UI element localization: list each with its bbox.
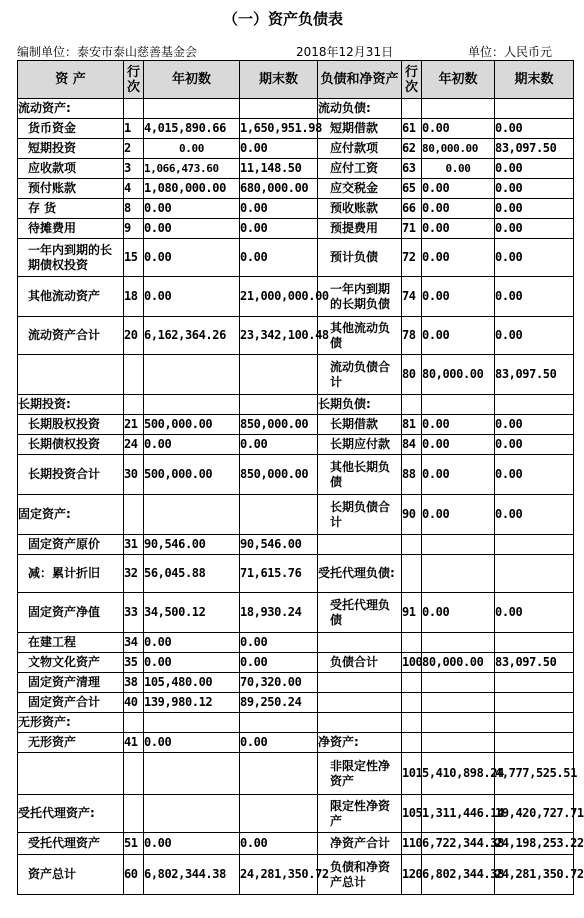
asset-line-cell: 8 [124, 199, 144, 219]
table-row [18, 99, 574, 119]
liability-line-cell: 71 [402, 219, 422, 239]
liability-begin-cell: 80,000.00 [422, 355, 495, 395]
liability-begin-cell [422, 535, 495, 555]
asset-line-cell: 21 [124, 415, 144, 435]
liability-name-cell [318, 713, 402, 733]
liability-line-cell: 61 [402, 119, 422, 139]
asset-end-cell: 0.00 [240, 435, 318, 455]
asset-begin-cell: 1,066,473.60 [144, 159, 240, 179]
liability-name-cell: 长期借款 [318, 415, 402, 435]
asset-name-cell: 长期股权投资 [18, 415, 124, 435]
asset-name-cell: 固定资产清理 [18, 673, 124, 693]
liability-begin-cell [422, 733, 495, 753]
liability-end-cell: 0.00 [495, 455, 574, 495]
liability-end-cell: 4,777,525.51 [495, 753, 574, 795]
header-row [18, 61, 574, 99]
asset-name-cell: 长期债权投资 [18, 435, 124, 455]
liability-begin-cell: 0.00 [422, 179, 495, 199]
liability-end-cell: 0.00 [495, 435, 574, 455]
liability-end-cell [495, 555, 574, 593]
asset-end-cell: 0.00 [240, 239, 318, 277]
liability-line-cell [402, 535, 422, 555]
asset-name-cell [18, 753, 124, 795]
liability-name-cell: 负债和净资产总计 [318, 855, 402, 895]
asset-line-cell: 34 [124, 633, 144, 653]
asset-name-cell: 长期投资: [18, 395, 124, 415]
liability-line-cell: 62 [402, 139, 422, 159]
liability-name-cell [318, 673, 402, 693]
asset-line-cell: 51 [124, 833, 144, 855]
asset-name-cell: 待摊费用 [18, 219, 124, 239]
liability-end-cell: 0.00 [495, 415, 574, 435]
liability-end-cell: 83,097.50 [495, 653, 574, 673]
liability-begin-cell: 0.00 [422, 455, 495, 495]
asset-end-cell: 850,000.00 [240, 455, 318, 495]
asset-begin-cell: 34,500.12 [144, 593, 240, 633]
asset-line-cell: 30 [124, 455, 144, 495]
table-row [18, 355, 574, 395]
asset-line-cell [124, 355, 144, 395]
liability-name-cell: 流动负债合计 [318, 355, 402, 395]
table-row [18, 733, 574, 753]
liability-end-cell [495, 535, 574, 555]
liability-line-cell: 105 [402, 795, 422, 833]
table-row [18, 179, 574, 199]
liability-name-cell: 净资产: [318, 733, 402, 753]
liability-name-cell: 一年内到期的长期负债 [318, 277, 402, 317]
asset-line-cell: 41 [124, 733, 144, 753]
liability-end-cell: 0.00 [495, 219, 574, 239]
asset-end-cell [240, 395, 318, 415]
asset-end-cell: 11,148.50 [240, 159, 318, 179]
asset-line-cell: 32 [124, 555, 144, 593]
liability-begin-cell [422, 693, 495, 713]
table-row [18, 855, 574, 895]
asset-name-cell: 受托代理资产: [18, 795, 124, 833]
asset-line-cell: 1 [124, 119, 144, 139]
asset-begin-cell: 0.00 [144, 833, 240, 855]
asset-end-cell [240, 355, 318, 395]
asset-name-cell: 无形资产: [18, 713, 124, 733]
asset-name-cell: 固定资产合计 [18, 693, 124, 713]
asset-begin-cell [144, 713, 240, 733]
asset-line-cell: 35 [124, 653, 144, 673]
asset-line-cell: 15 [124, 239, 144, 277]
liability-end-cell: 19,420,727.71 [495, 795, 574, 833]
liability-name-cell [318, 535, 402, 555]
liability-name-cell: 短期借款 [318, 119, 402, 139]
report-title: （一）资产负债表 [222, 10, 343, 28]
liability-name-cell: 长期负债合计 [318, 495, 402, 535]
currency-unit: 单位：人民币元 [468, 45, 553, 59]
liability-name-cell: 净资产合计 [318, 833, 402, 855]
liability-end-cell: 0.00 [495, 495, 574, 535]
asset-line-cell [124, 795, 144, 833]
liability-begin-cell [422, 99, 495, 119]
asset-begin-cell [144, 795, 240, 833]
liability-line-cell: 74 [402, 277, 422, 317]
liability-begin-cell: 0.00 [422, 159, 495, 179]
liability-end-cell: 0.00 [495, 159, 574, 179]
asset-end-cell [240, 753, 318, 795]
liability-line-cell [402, 733, 422, 753]
table-row [18, 139, 574, 159]
liability-name-cell: 预收账款 [318, 199, 402, 219]
liability-name-cell [318, 633, 402, 653]
asset-name-cell: 存 货 [18, 199, 124, 219]
asset-begin-cell: 1,080,000.00 [144, 179, 240, 199]
asset-end-cell: 90,546.00 [240, 535, 318, 555]
liability-line-cell: 81 [402, 415, 422, 435]
table-row [18, 239, 574, 277]
table-row [18, 673, 574, 693]
liability-name-cell: 预提费用 [318, 219, 402, 239]
table-row [18, 219, 574, 239]
liability-line-cell: 66 [402, 199, 422, 219]
liability-begin-cell: 0.00 [422, 593, 495, 633]
report-date: 2018年12月31日 [296, 45, 394, 59]
liability-line-cell: 78 [402, 317, 422, 355]
table-row [18, 395, 574, 415]
liability-name-cell: 限定性净资产 [318, 795, 402, 833]
asset-name-cell: 流动资产: [18, 99, 124, 119]
table-row [18, 317, 574, 355]
asset-end-cell [240, 713, 318, 733]
liability-line-cell: 110 [402, 833, 422, 855]
asset-begin-cell: 0.00 [144, 653, 240, 673]
asset-line-cell: 40 [124, 693, 144, 713]
liability-line-cell: 90 [402, 495, 422, 535]
header-line-no: 行次 [124, 61, 144, 99]
asset-name-cell [18, 355, 124, 395]
asset-end-cell [240, 99, 318, 119]
asset-begin-cell: 500,000.00 [144, 455, 240, 495]
liability-name-cell [318, 693, 402, 713]
liability-end-cell: 0.00 [495, 179, 574, 199]
liability-begin-cell: 0.00 [422, 239, 495, 277]
asset-name-cell: 应收款项 [18, 159, 124, 179]
table-row [18, 455, 574, 495]
asset-name-cell: 减：累计折旧 [18, 555, 124, 593]
liability-begin-cell [422, 633, 495, 653]
liability-begin-cell: 0.00 [422, 317, 495, 355]
liability-begin-cell: 6,722,344.38 [422, 833, 495, 855]
asset-begin-cell: 6,802,344.38 [144, 855, 240, 895]
liability-begin-cell: 0.00 [422, 415, 495, 435]
asset-name-cell: 固定资产净值 [18, 593, 124, 633]
asset-end-cell: 680,000.00 [240, 179, 318, 199]
asset-end-cell: 0.00 [240, 653, 318, 673]
table-row [18, 435, 574, 455]
liability-end-cell: 83,097.50 [495, 139, 574, 159]
asset-line-cell: 2 [124, 139, 144, 159]
asset-end-cell: 18,930.24 [240, 593, 318, 633]
liability-end-cell: 0.00 [495, 239, 574, 277]
asset-begin-cell: 0.00 [144, 633, 240, 653]
asset-begin-cell: 0.00 [144, 239, 240, 277]
organization-label: 编制单位：泰安市泰山慈善基金会 [17, 45, 198, 59]
asset-end-cell: 0.00 [240, 833, 318, 855]
table-row [18, 277, 574, 317]
liability-line-cell [402, 633, 422, 653]
liability-begin-cell [422, 713, 495, 733]
asset-end-cell: 23,342,100.48 [240, 317, 318, 355]
liability-name-cell: 应付款项 [318, 139, 402, 159]
header-line-no-2: 行次 [402, 61, 422, 99]
asset-end-cell: 0.00 [240, 199, 318, 219]
liability-line-cell: 72 [402, 239, 422, 277]
asset-name-cell: 固定资产: [18, 495, 124, 535]
asset-begin-cell [144, 355, 240, 395]
asset-name-cell: 无形资产 [18, 733, 124, 753]
liability-name-cell: 预计负债 [318, 239, 402, 277]
liability-name-cell: 受托代理负债 [318, 593, 402, 633]
liability-end-cell: 0.00 [495, 119, 574, 139]
table-row [18, 199, 574, 219]
liability-name-cell: 受托代理负债: [318, 555, 402, 593]
liability-end-cell: 24,281,350.72 [495, 855, 574, 895]
table-row [18, 633, 574, 653]
asset-begin-cell: 6,162,364.26 [144, 317, 240, 355]
liability-line-cell: 63 [402, 159, 422, 179]
asset-name-cell: 资产总计 [18, 855, 124, 895]
liability-line-cell: 101 [402, 753, 422, 795]
table-row [18, 495, 574, 535]
asset-begin-cell [144, 753, 240, 795]
header-beginning: 年初数 [144, 61, 240, 99]
asset-name-cell: 预付账款 [18, 179, 124, 199]
liability-end-cell: 0.00 [495, 277, 574, 317]
asset-end-cell: 24,281,350.72 [240, 855, 318, 895]
asset-line-cell: 18 [124, 277, 144, 317]
header-ending-2: 期末数 [495, 61, 574, 99]
liability-name-cell: 长期负债: [318, 395, 402, 415]
asset-line-cell: 20 [124, 317, 144, 355]
liability-end-cell: 24,198,253.22 [495, 833, 574, 855]
asset-begin-cell: 0.00 [144, 139, 240, 159]
liability-line-cell: 91 [402, 593, 422, 633]
liability-begin-cell [422, 555, 495, 593]
liability-name-cell: 应交税金 [318, 179, 402, 199]
asset-begin-cell [144, 99, 240, 119]
liability-line-cell: 88 [402, 455, 422, 495]
liability-end-cell: 0.00 [495, 593, 574, 633]
asset-end-cell: 21,000,000.00 [240, 277, 318, 317]
asset-begin-cell: 0.00 [144, 219, 240, 239]
liability-begin-cell: 1,311,446.14 [422, 795, 495, 833]
table-row [18, 555, 574, 593]
liability-end-cell [495, 693, 574, 713]
asset-line-cell [124, 753, 144, 795]
liability-line-cell [402, 555, 422, 593]
asset-line-cell: 24 [124, 435, 144, 455]
liability-name-cell: 负债合计 [318, 653, 402, 673]
liability-line-cell [402, 99, 422, 119]
asset-begin-cell [144, 495, 240, 535]
liability-begin-cell: 0.00 [422, 435, 495, 455]
asset-line-cell [124, 495, 144, 535]
table-row [18, 713, 574, 733]
liability-line-cell [402, 713, 422, 733]
asset-name-cell: 长期投资合计 [18, 455, 124, 495]
asset-line-cell [124, 99, 144, 119]
asset-line-cell: 9 [124, 219, 144, 239]
liability-begin-cell: 80,000.00 [422, 139, 495, 159]
header-assets: 资 产 [18, 61, 124, 99]
liability-begin-cell: 6,802,344.38 [422, 855, 495, 895]
asset-begin-cell: 139,980.12 [144, 693, 240, 713]
asset-begin-cell: 0.00 [144, 199, 240, 219]
asset-end-cell: 70,320.00 [240, 673, 318, 693]
asset-end-cell: 0.00 [240, 633, 318, 653]
liability-begin-cell: 0.00 [422, 495, 495, 535]
table-row [18, 159, 574, 179]
liability-name-cell: 其他长期负债 [318, 455, 402, 495]
table-row [18, 833, 574, 855]
liability-begin-cell: 5,410,898.24 [422, 753, 495, 795]
liability-end-cell: 0.00 [495, 199, 574, 219]
liability-begin-cell: 0.00 [422, 219, 495, 239]
asset-begin-cell [144, 395, 240, 415]
asset-line-cell: 38 [124, 673, 144, 693]
liability-line-cell: 100 [402, 653, 422, 673]
asset-begin-cell: 90,546.00 [144, 535, 240, 555]
asset-line-cell: 33 [124, 593, 144, 633]
liability-line-cell: 84 [402, 435, 422, 455]
asset-end-cell [240, 495, 318, 535]
liability-line-cell: 80 [402, 355, 422, 395]
asset-line-cell: 3 [124, 159, 144, 179]
asset-end-cell: 71,615.76 [240, 555, 318, 593]
liability-name-cell: 应付工资 [318, 159, 402, 179]
asset-name-cell: 在建工程 [18, 633, 124, 653]
asset-line-cell [124, 713, 144, 733]
liability-line-cell: 65 [402, 179, 422, 199]
table-row [18, 415, 574, 435]
liability-end-cell [495, 633, 574, 653]
liability-begin-cell: 0.00 [422, 119, 495, 139]
asset-line-cell [124, 395, 144, 415]
asset-end-cell: 0.00 [240, 219, 318, 239]
asset-name-cell: 文物文化资产 [18, 653, 124, 673]
liability-begin-cell [422, 395, 495, 415]
asset-begin-cell: 56,045.88 [144, 555, 240, 593]
liability-end-cell [495, 733, 574, 753]
liability-line-cell: 120 [402, 855, 422, 895]
asset-name-cell: 一年内到期的长期债权投资 [18, 239, 124, 277]
liability-name-cell: 长期应付款 [318, 435, 402, 455]
header-ending: 期末数 [240, 61, 318, 99]
asset-line-cell: 4 [124, 179, 144, 199]
liability-line-cell [402, 693, 422, 713]
header-beginning-2: 年初数 [422, 61, 495, 99]
asset-begin-cell: 0.00 [144, 733, 240, 753]
balance-sheet-table [17, 60, 584, 895]
table-row [18, 535, 574, 555]
asset-begin-cell: 105,480.00 [144, 673, 240, 693]
asset-end-cell: 850,000.00 [240, 415, 318, 435]
table-row [18, 753, 574, 795]
asset-begin-cell: 0.00 [144, 435, 240, 455]
asset-name-cell: 货币资金 [18, 119, 124, 139]
liability-begin-cell: 0.00 [422, 199, 495, 219]
liability-end-cell: 0.00 [495, 317, 574, 355]
liability-name-cell: 非限定性净资产 [318, 753, 402, 795]
table-row [18, 653, 574, 673]
asset-name-cell: 受托代理资产 [18, 833, 124, 855]
asset-begin-cell: 0.00 [144, 277, 240, 317]
liability-line-cell [402, 673, 422, 693]
asset-end-cell: 0.00 [240, 733, 318, 753]
asset-end-cell [240, 795, 318, 833]
asset-name-cell: 短期投资 [18, 139, 124, 159]
liability-name-cell: 其他流动负债 [318, 317, 402, 355]
liability-end-cell [495, 673, 574, 693]
liability-end-cell: 83,097.50 [495, 355, 574, 395]
liability-begin-cell [422, 673, 495, 693]
asset-begin-cell: 4,015,890.66 [144, 119, 240, 139]
asset-begin-cell: 500,000.00 [144, 415, 240, 435]
asset-end-cell: 0.00 [240, 139, 318, 159]
asset-end-cell: 1,650,951.98 [240, 119, 318, 139]
liability-name-cell: 流动负债: [318, 99, 402, 119]
table-row [18, 119, 574, 139]
liability-begin-cell: 0.00 [422, 277, 495, 317]
asset-line-cell: 60 [124, 855, 144, 895]
asset-name-cell: 流动资产合计 [18, 317, 124, 355]
liability-begin-cell: 80,000.00 [422, 653, 495, 673]
asset-line-cell: 31 [124, 535, 144, 555]
table-row [18, 593, 574, 633]
asset-end-cell: 89,250.24 [240, 693, 318, 713]
header-liabilities: 负债和净资产 [318, 61, 402, 99]
liability-end-cell [495, 395, 574, 415]
liability-line-cell [402, 395, 422, 415]
liability-end-cell [495, 713, 574, 733]
liability-end-cell [495, 99, 574, 119]
asset-name-cell: 其他流动资产 [18, 277, 124, 317]
table-row [18, 693, 574, 713]
table-row [18, 795, 574, 833]
asset-name-cell: 固定资产原价 [18, 535, 124, 555]
